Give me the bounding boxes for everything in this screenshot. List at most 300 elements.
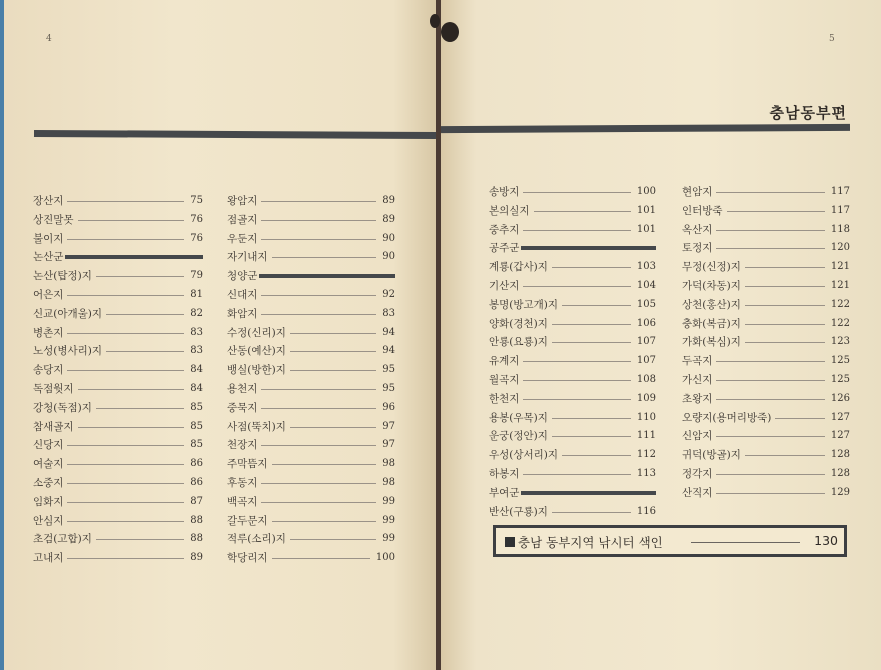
index-entry <box>489 503 656 521</box>
leader-line <box>716 474 825 475</box>
index-entry <box>33 530 203 548</box>
leader-line <box>261 239 376 240</box>
index-entry <box>682 183 850 201</box>
index-page-number: 130 <box>814 533 838 548</box>
index-entry <box>227 286 395 304</box>
index-entry <box>682 258 850 276</box>
entry-name: 기산지 <box>489 280 520 292</box>
entry-page-number: 103 <box>636 261 656 273</box>
entry-page-number: 89 <box>190 552 203 564</box>
index-entry <box>489 315 656 333</box>
index-entry <box>227 474 395 492</box>
page-title: 충남동부편 <box>769 104 847 122</box>
entry-name: 논산(탑정)지 <box>33 270 92 283</box>
index-entry <box>227 380 395 398</box>
leader-line <box>716 230 825 231</box>
entry-name: 한천지 <box>489 392 520 405</box>
index-entry <box>33 230 203 248</box>
entry-name: 학당리지 <box>227 552 268 565</box>
leader-line <box>261 502 376 503</box>
entry-name: 어은지 <box>33 289 64 301</box>
index-entry <box>33 455 203 473</box>
entry-name: 두곡지 <box>682 355 713 368</box>
leader-line <box>67 464 184 465</box>
index-entry <box>227 230 395 248</box>
leader-line <box>716 361 825 362</box>
leader-line <box>716 192 825 193</box>
entry-page-number: 94 <box>382 326 395 338</box>
entry-page-number: 100 <box>375 552 395 564</box>
entry-name: 충화(복금)지 <box>682 317 741 330</box>
index-entry <box>682 221 850 239</box>
section-heading <box>489 484 656 502</box>
entry-page-number: 97 <box>382 439 395 451</box>
index-entry <box>227 399 395 417</box>
entry-name: 무정(신정)지 <box>682 261 741 274</box>
entry-page-number: 123 <box>830 336 850 348</box>
entry-page-number: 81 <box>190 289 203 300</box>
leader-line <box>552 324 631 325</box>
binding-hole <box>441 22 459 42</box>
book-spine <box>436 0 441 670</box>
index-entry <box>33 399 203 417</box>
entry-name: 반산(구룡)지 <box>489 505 548 518</box>
index-entry <box>33 549 203 567</box>
entry-name: 유계지 <box>489 355 520 368</box>
index-entry <box>33 361 203 379</box>
leader-line <box>523 361 631 362</box>
index-entry <box>227 211 395 229</box>
index-entry <box>33 474 203 492</box>
leader-line <box>716 436 825 437</box>
entry-name: 상천(홍산)지 <box>682 298 741 311</box>
index-entry <box>682 409 850 427</box>
entry-name: 양화(경천)지 <box>489 317 548 330</box>
entry-name: 점골지 <box>227 213 258 226</box>
entry-name: 사점(뚝치)지 <box>227 420 286 433</box>
leader-line <box>261 314 376 315</box>
index-entry <box>227 455 395 473</box>
entry-name: 신대지 <box>227 289 258 301</box>
entry-page-number: 113 <box>636 468 656 479</box>
entry-name: 우둔지 <box>227 232 258 245</box>
entry-name: 왕암지 <box>227 195 258 207</box>
leader-line <box>261 295 376 296</box>
leader-line <box>745 324 825 325</box>
entry-page-number: 84 <box>190 364 203 376</box>
index-label: 충남 동부지역 낚시터 색인 <box>518 535 663 550</box>
leader-line <box>261 408 376 409</box>
entry-name: 초왕지 <box>682 392 713 405</box>
index-entry <box>227 342 395 360</box>
entry-name: 소중지 <box>33 477 64 489</box>
entry-name: 오량지(용머리방죽) <box>682 411 772 424</box>
index-entry <box>682 484 850 502</box>
index-entry <box>33 211 203 229</box>
section-rule <box>259 274 395 278</box>
entry-page-number: 100 <box>636 186 656 197</box>
leader-line <box>290 351 376 352</box>
index-entry <box>682 446 850 464</box>
entry-page-number: 120 <box>830 242 850 254</box>
index-entry <box>33 267 203 285</box>
leader-line <box>106 351 184 352</box>
leader-line <box>272 464 376 465</box>
index-entry <box>33 305 203 323</box>
index-entry <box>33 512 203 530</box>
index-entry <box>682 390 850 408</box>
entry-page-number: 118 <box>830 223 850 235</box>
leader-line <box>716 248 825 249</box>
entry-name: 하봉지 <box>489 468 520 480</box>
entry-page-number: 85 <box>190 401 203 413</box>
leader-line <box>745 305 825 306</box>
entry-page-number: 101 <box>636 204 656 216</box>
leader-line <box>552 342 631 343</box>
leader-line <box>96 276 184 277</box>
leader-line <box>691 542 800 543</box>
leader-line <box>78 427 184 428</box>
right-page-number: 5 <box>829 34 835 44</box>
index-entry <box>227 418 395 436</box>
leader-line <box>272 558 370 559</box>
entry-name: 송방지 <box>489 186 520 198</box>
leader-line <box>67 483 184 484</box>
leader-line <box>562 305 631 306</box>
leader-line <box>290 370 376 371</box>
index-entry <box>227 530 395 548</box>
leader-line <box>716 493 825 494</box>
entry-page-number: 125 <box>830 355 850 367</box>
index-entry <box>682 315 850 333</box>
entry-name: 운궁(정안)지 <box>489 430 548 443</box>
leader-line <box>775 418 825 419</box>
square-bullet-icon <box>505 537 515 547</box>
index-reference-box <box>493 525 847 557</box>
entry-name: 상진말못 <box>33 213 74 226</box>
leader-line <box>96 408 184 409</box>
entry-page-number: 95 <box>382 383 395 394</box>
index-entry <box>489 371 656 389</box>
leader-line <box>67 239 184 240</box>
entry-page-number: 96 <box>382 401 395 413</box>
index-entry <box>33 286 203 304</box>
leader-line <box>290 333 376 334</box>
leader-line <box>290 539 376 540</box>
index-entry <box>489 277 656 295</box>
entry-page-number: 85 <box>190 420 203 432</box>
leader-line <box>272 257 376 258</box>
entry-page-number: 88 <box>190 514 203 526</box>
index-entry <box>227 305 395 323</box>
entry-page-number: 92 <box>382 289 395 300</box>
leader-line <box>552 418 631 419</box>
entry-page-number: 95 <box>382 364 395 376</box>
leader-line <box>523 230 631 231</box>
entry-name: 화암지 <box>227 307 258 320</box>
entry-name: 용천지 <box>227 383 258 395</box>
entry-name: 여술지 <box>33 458 64 471</box>
entry-name: 가신지 <box>682 374 713 386</box>
index-entry <box>489 446 656 464</box>
entry-page-number: 76 <box>190 232 203 244</box>
section-rule <box>65 255 203 259</box>
entry-name: 신당지 <box>33 439 64 452</box>
leader-line <box>534 211 631 212</box>
entry-name: 임화지 <box>33 495 64 508</box>
entry-page-number: 129 <box>830 486 850 498</box>
section-heading <box>33 248 203 266</box>
leader-line <box>96 539 184 540</box>
leader-line <box>745 286 825 287</box>
leader-line <box>67 295 184 296</box>
leader-line <box>716 380 825 381</box>
leader-line <box>562 455 631 456</box>
entry-page-number: 121 <box>830 280 850 291</box>
entry-name: 우성(상서리)지 <box>489 449 559 462</box>
section-heading <box>227 267 395 285</box>
leader-line <box>78 389 184 390</box>
index-entry <box>682 352 850 370</box>
entry-name: 송당지 <box>33 364 64 377</box>
index-entry <box>682 333 850 351</box>
leader-line <box>290 427 376 428</box>
entry-name: 산직지 <box>682 486 713 499</box>
leader-line <box>67 521 184 522</box>
index-entry <box>489 333 656 351</box>
leader-line <box>745 342 825 343</box>
leader-line <box>523 192 631 193</box>
index-entry <box>489 427 656 445</box>
entry-name: 적루(소리)지 <box>227 533 286 546</box>
leader-line <box>523 286 631 287</box>
entry-page-number: 94 <box>382 345 395 357</box>
entry-name: 뱅실(방한)지 <box>227 364 286 377</box>
entry-page-number: 116 <box>636 505 656 517</box>
index-entry <box>682 202 850 220</box>
index-entry <box>682 465 850 483</box>
entry-page-number: 110 <box>636 411 656 423</box>
entry-name: 초검(고합)지 <box>33 533 92 546</box>
entry-page-number: 98 <box>382 458 395 470</box>
entry-page-number: 98 <box>382 477 395 488</box>
entry-name: 고내지 <box>33 552 64 565</box>
entry-name: 노성(병사리)지 <box>33 345 103 358</box>
entry-name: 중추지 <box>489 223 520 236</box>
leader-line <box>67 445 184 446</box>
entry-page-number: 128 <box>830 449 850 461</box>
entry-page-number: 99 <box>382 495 395 507</box>
index-entry <box>489 390 656 408</box>
section-name: 논산군 <box>33 251 64 264</box>
index-entry <box>33 493 203 511</box>
entry-page-number: 125 <box>830 374 850 385</box>
entry-name: 용봉(우목)지 <box>489 411 548 424</box>
leader-line <box>552 267 631 268</box>
entry-name: 자기내지 <box>227 251 268 264</box>
index-entry <box>227 248 395 266</box>
entry-name: 옥산지 <box>682 223 713 236</box>
entry-name: 안심지 <box>33 514 64 527</box>
entry-name: 독점웟지 <box>33 383 74 395</box>
entry-name: 중묵지 <box>227 401 258 414</box>
leader-line <box>716 399 825 400</box>
binding-hole <box>430 14 440 28</box>
entry-page-number: 127 <box>830 430 850 442</box>
entry-page-number: 106 <box>636 317 656 329</box>
entry-page-number: 90 <box>382 251 395 263</box>
index-entry <box>489 183 656 201</box>
entry-page-number: 111 <box>636 430 656 442</box>
entry-page-number: 90 <box>382 232 395 244</box>
index-entry <box>227 549 395 567</box>
entry-name: 신교(아개울)지 <box>33 307 103 320</box>
index-entry <box>682 239 850 257</box>
section-heading <box>489 239 656 257</box>
leader-line <box>523 380 631 381</box>
entry-name: 참새골지 <box>33 420 74 433</box>
entry-page-number: 86 <box>190 477 203 488</box>
entry-name: 귀덕(방골)지 <box>682 449 741 462</box>
index-entry <box>33 192 203 210</box>
index-entry <box>489 258 656 276</box>
index-entry <box>227 493 395 511</box>
index-entry <box>33 418 203 436</box>
entry-name: 토정지 <box>682 242 713 255</box>
entry-page-number: 107 <box>636 355 656 367</box>
entry-name: 본의실지 <box>489 204 530 217</box>
entry-name: 백곡지 <box>227 495 258 508</box>
entry-name: 천장지 <box>227 439 258 452</box>
entry-page-number: 117 <box>830 204 850 216</box>
index-entry <box>227 324 395 342</box>
index-entry <box>227 192 395 210</box>
entry-page-number: 75 <box>190 195 203 206</box>
entry-name: 산동(예산)지 <box>227 345 286 358</box>
entry-name: 신암지 <box>682 430 713 443</box>
entry-name: 갈두문지 <box>227 514 268 527</box>
leader-line <box>261 445 376 446</box>
entry-page-number: 109 <box>636 392 656 404</box>
entry-page-number: 128 <box>830 468 850 479</box>
entry-page-number: 89 <box>382 213 395 225</box>
index-entry <box>489 296 656 314</box>
leader-line <box>67 201 184 202</box>
index-entry <box>33 436 203 454</box>
entry-name: 장산지 <box>33 195 64 207</box>
entry-name: 정각지 <box>682 468 713 480</box>
leader-line <box>261 201 376 202</box>
entry-page-number: 82 <box>190 307 203 319</box>
leader-line <box>78 220 184 221</box>
entry-name: 안룡(요룡)지 <box>489 336 548 349</box>
index-entry <box>227 436 395 454</box>
entry-name: 월곡지 <box>489 374 520 386</box>
entry-name: 후동지 <box>227 477 258 489</box>
leader-line <box>745 455 825 456</box>
entry-name: 주막뜸지 <box>227 458 268 471</box>
leader-line <box>261 220 376 221</box>
entry-page-number: 104 <box>636 280 656 291</box>
index-entry <box>489 221 656 239</box>
section-rule <box>521 246 656 250</box>
index-entry <box>227 361 395 379</box>
entry-name: 병촌지 <box>33 326 64 339</box>
entry-name: 봉명(방고개)지 <box>489 298 559 311</box>
entry-page-number: 122 <box>830 298 850 310</box>
leader-line <box>67 558 184 559</box>
leader-line <box>261 483 376 484</box>
section-name: 공주군 <box>489 242 520 255</box>
leader-line <box>552 436 631 437</box>
entry-name: 가화(복심)지 <box>682 336 741 349</box>
index-entry <box>489 352 656 370</box>
entry-page-number: 86 <box>190 458 203 470</box>
leader-line <box>106 314 184 315</box>
leader-line <box>67 333 184 334</box>
left-page-number: 4 <box>46 34 52 44</box>
entry-name: 가덕(차동)지 <box>682 280 741 292</box>
index-entry <box>33 380 203 398</box>
leader-line <box>272 521 376 522</box>
index-entry <box>489 409 656 427</box>
entry-name: 불이지 <box>33 232 64 245</box>
section-name: 청양군 <box>227 270 258 283</box>
index-entry <box>33 324 203 342</box>
entry-name: 인터방죽 <box>682 204 723 217</box>
leader-line <box>552 512 631 513</box>
entry-page-number: 105 <box>636 298 656 310</box>
entry-page-number: 87 <box>190 495 203 507</box>
entry-page-number: 99 <box>382 533 395 545</box>
index-entry <box>489 465 656 483</box>
entry-page-number: 117 <box>830 186 850 197</box>
leader-line <box>745 267 825 268</box>
index-entry <box>227 512 395 530</box>
entry-page-number: 88 <box>190 533 203 545</box>
entry-name: 수정(신리)지 <box>227 326 286 339</box>
entry-page-number: 121 <box>830 261 850 273</box>
leader-line <box>67 502 184 503</box>
leader-line <box>523 474 631 475</box>
index-entry <box>682 427 850 445</box>
entry-page-number: 83 <box>190 345 203 357</box>
entry-page-number: 107 <box>636 336 656 348</box>
entry-page-number: 84 <box>190 383 203 394</box>
entry-name: 현암지 <box>682 186 713 198</box>
entry-page-number: 108 <box>636 374 656 385</box>
entry-page-number: 99 <box>382 514 395 526</box>
entry-page-number: 122 <box>830 317 850 329</box>
entry-page-number: 89 <box>382 195 395 206</box>
entry-page-number: 126 <box>830 392 850 404</box>
section-rule <box>521 491 656 495</box>
entry-page-number: 112 <box>636 449 656 461</box>
index-entry <box>33 342 203 360</box>
index-entry <box>682 277 850 295</box>
entry-page-number: 127 <box>830 411 850 423</box>
entry-page-number: 85 <box>190 439 203 451</box>
entry-page-number: 101 <box>636 223 656 235</box>
entry-name: 계룡(갑사)지 <box>489 261 548 274</box>
leader-line <box>67 370 184 371</box>
entry-page-number: 79 <box>190 270 203 282</box>
entry-page-number: 97 <box>382 420 395 432</box>
leader-line <box>727 211 825 212</box>
entry-page-number: 76 <box>190 213 203 225</box>
section-name: 부여군 <box>489 486 520 499</box>
index-entry <box>682 371 850 389</box>
